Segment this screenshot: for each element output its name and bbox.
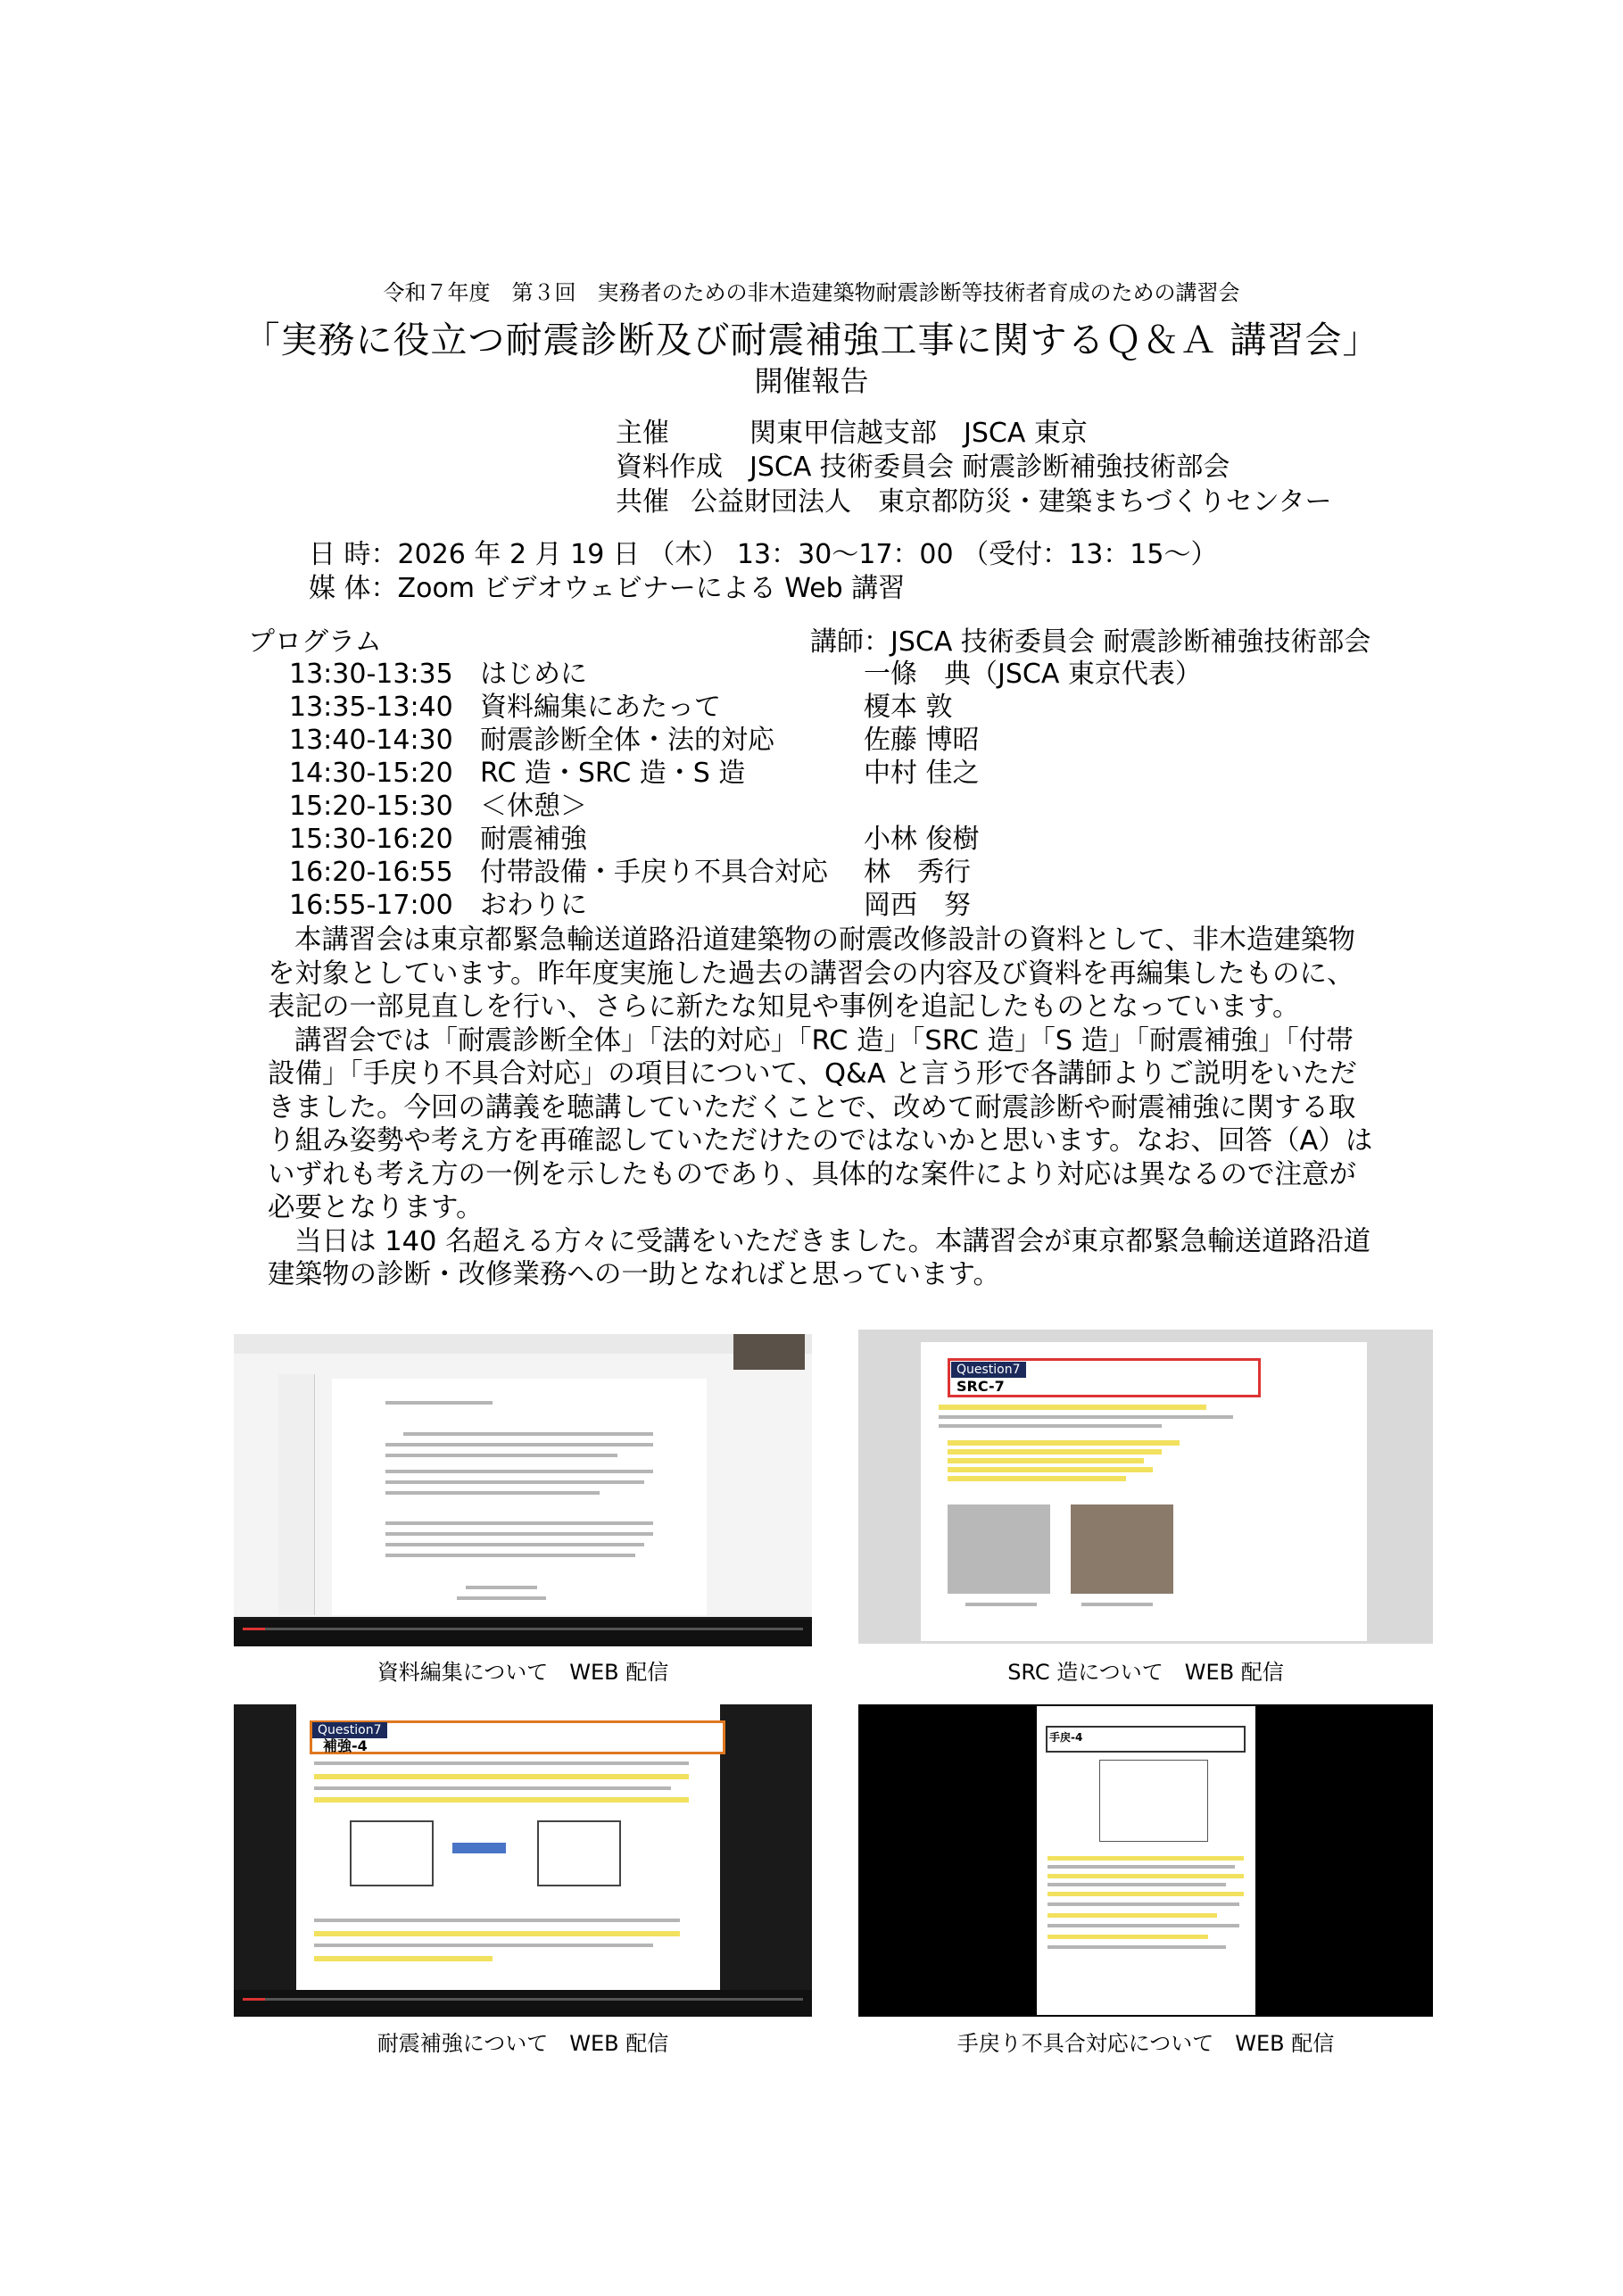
program-row: [289, 850, 971, 888]
program-lecturer: 榎本 敦: [864, 692, 953, 723]
event-series-subtitle: 令和７年度 第３回 実務者のための非木造建築物耐震診断等技術者育成のための講習会: [383, 280, 1240, 305]
question-code: 手戻-4: [1049, 1731, 1083, 1744]
program-lecturer: 林 秀行: [864, 857, 971, 888]
program-topic: ＜休憩＞: [480, 791, 587, 822]
body-paragraph: 本講習会は東京都緊急輸送道路沿道建築物の耐震改修設計の資料として、非木造建築物を対象としています。昨年度実施した過去の講習会の内容及び資料を再編集したものに、表記の一部見直しを行い、さらに新たな知見や事例を追記したものとなっています。: [268, 924, 1355, 1023]
organizer-cohost: [616, 479, 1332, 518]
program-row: [289, 783, 587, 822]
program-time: 13:40-14:30: [289, 725, 453, 756]
question-tag: Question7: [312, 1722, 387, 1738]
program-topic: 資料編集にあたって: [480, 692, 721, 723]
question-code: SRC-7: [956, 1378, 1005, 1395]
program-lecturer: 佐藤 博昭: [864, 725, 980, 756]
question-code: 補強-4: [323, 1737, 368, 1754]
photo-placeholder: [1071, 1504, 1173, 1594]
event-media: 媒 体：Zoom ビデオウェビナーによる Web 講習: [309, 573, 906, 604]
report-body: [268, 924, 1374, 1292]
question-tag: Question7: [951, 1362, 1026, 1378]
program-row: [289, 883, 971, 921]
organizer-label: 共催: [616, 486, 669, 518]
program-topic: RC 造・SRC 造・S 造: [480, 758, 746, 789]
program-time: 15:20-15:30: [289, 791, 453, 822]
organizer-material: [616, 444, 1230, 484]
program-topic: おわりに: [480, 890, 587, 921]
program-heading: プログラム: [248, 626, 382, 658]
screenshot-retrofit: [234, 1704, 812, 2017]
event-datetime: 日 時：2026 年 2 月 19 日 （木） 13：30～17：00 （受付：13：15～）: [309, 539, 1218, 570]
screenshot-src: [858, 1330, 1433, 1644]
program-time: 13:30-13:35: [289, 659, 453, 690]
program-row: [289, 816, 980, 855]
organizer-value: 関東甲信越支部 JSCA 東京: [749, 418, 1088, 449]
program-time: 16:55-17:00: [289, 890, 453, 921]
presenter-video: [733, 1334, 805, 1370]
photo-placeholder: [948, 1504, 1050, 1594]
report-label: 開催報告: [754, 364, 869, 398]
program-time: 14:30-15:20: [289, 758, 453, 789]
organizer-label: 資料作成: [616, 452, 723, 483]
program-row: [289, 717, 980, 756]
page-title: 「実務に役立つ耐震診断及び耐震補強工事に関するＱ＆Ａ 講習会」: [243, 319, 1380, 361]
program-row: [289, 750, 980, 789]
lecturer-heading: 講師：JSCA 技術委員会 耐震診断補強技術部会: [810, 626, 1371, 658]
program-row: [289, 684, 953, 723]
program-topic: はじめに: [480, 659, 587, 690]
screenshot-rework: [858, 1704, 1433, 2017]
program-lecturer: 岡西 努: [864, 890, 971, 921]
screenshot-material-editing: [234, 1334, 812, 1646]
organizer-label: 主催: [616, 418, 669, 449]
body-paragraph: 当日は 140 名超える方々に受講をいただきました。本講習会が東京都緊急輸送道路沿道建築物の診断・改修業務への一助となればと思っています。: [268, 1225, 1371, 1290]
program-topic: 耐震補強: [480, 824, 587, 855]
program-row: [289, 651, 1202, 690]
caption: SRC 造について WEB 配信: [1007, 1660, 1284, 1685]
program-topic: 耐震診断全体・法的対応: [480, 725, 774, 756]
program-time: 16:20-16:55: [289, 857, 453, 888]
body-paragraph: 講習会では「耐震診断全体」「法的対応」「RC 造」「SRC 造」「S 造」「耐震補強」「付帯設備」「手戻り不具合対応」の項目について、Q&A と言う形で各講師よりご説明をいただきました。今回の講義を聴講していただくことで、改めて耐震診断や耐震補強に関する取り組み姿勢や考え方を再確認していただけたのではないかと思います。なお、回答（A）はいずれも考え方の一例を示したものであり、具体的な案件により対応は異なるので注意が必要となります。: [268, 1024, 1373, 1223]
program-lecturer: 一條 典（JSCA 東京代表）: [864, 659, 1202, 690]
program-time: 13:35-13:40: [289, 692, 453, 723]
organizer-value: JSCA 技術委員会 耐震診断補強技術部会: [749, 452, 1230, 483]
program-lecturer: 中村 佳之: [864, 758, 980, 789]
caption: 資料編集について WEB 配信: [377, 1660, 669, 1685]
organizer-value: 公益財団法人 東京都防災・建築まちづくりセンター: [691, 486, 1332, 518]
caption: 手戻り不具合対応について WEB 配信: [956, 2031, 1335, 2056]
program-topic: 付帯設備・手戻り不具合対応: [480, 857, 828, 888]
program-time: 15:30-16:20: [289, 824, 453, 855]
caption: 耐震補強について WEB 配信: [377, 2031, 669, 2056]
program-lecturer: 小林 俊樹: [864, 824, 980, 855]
